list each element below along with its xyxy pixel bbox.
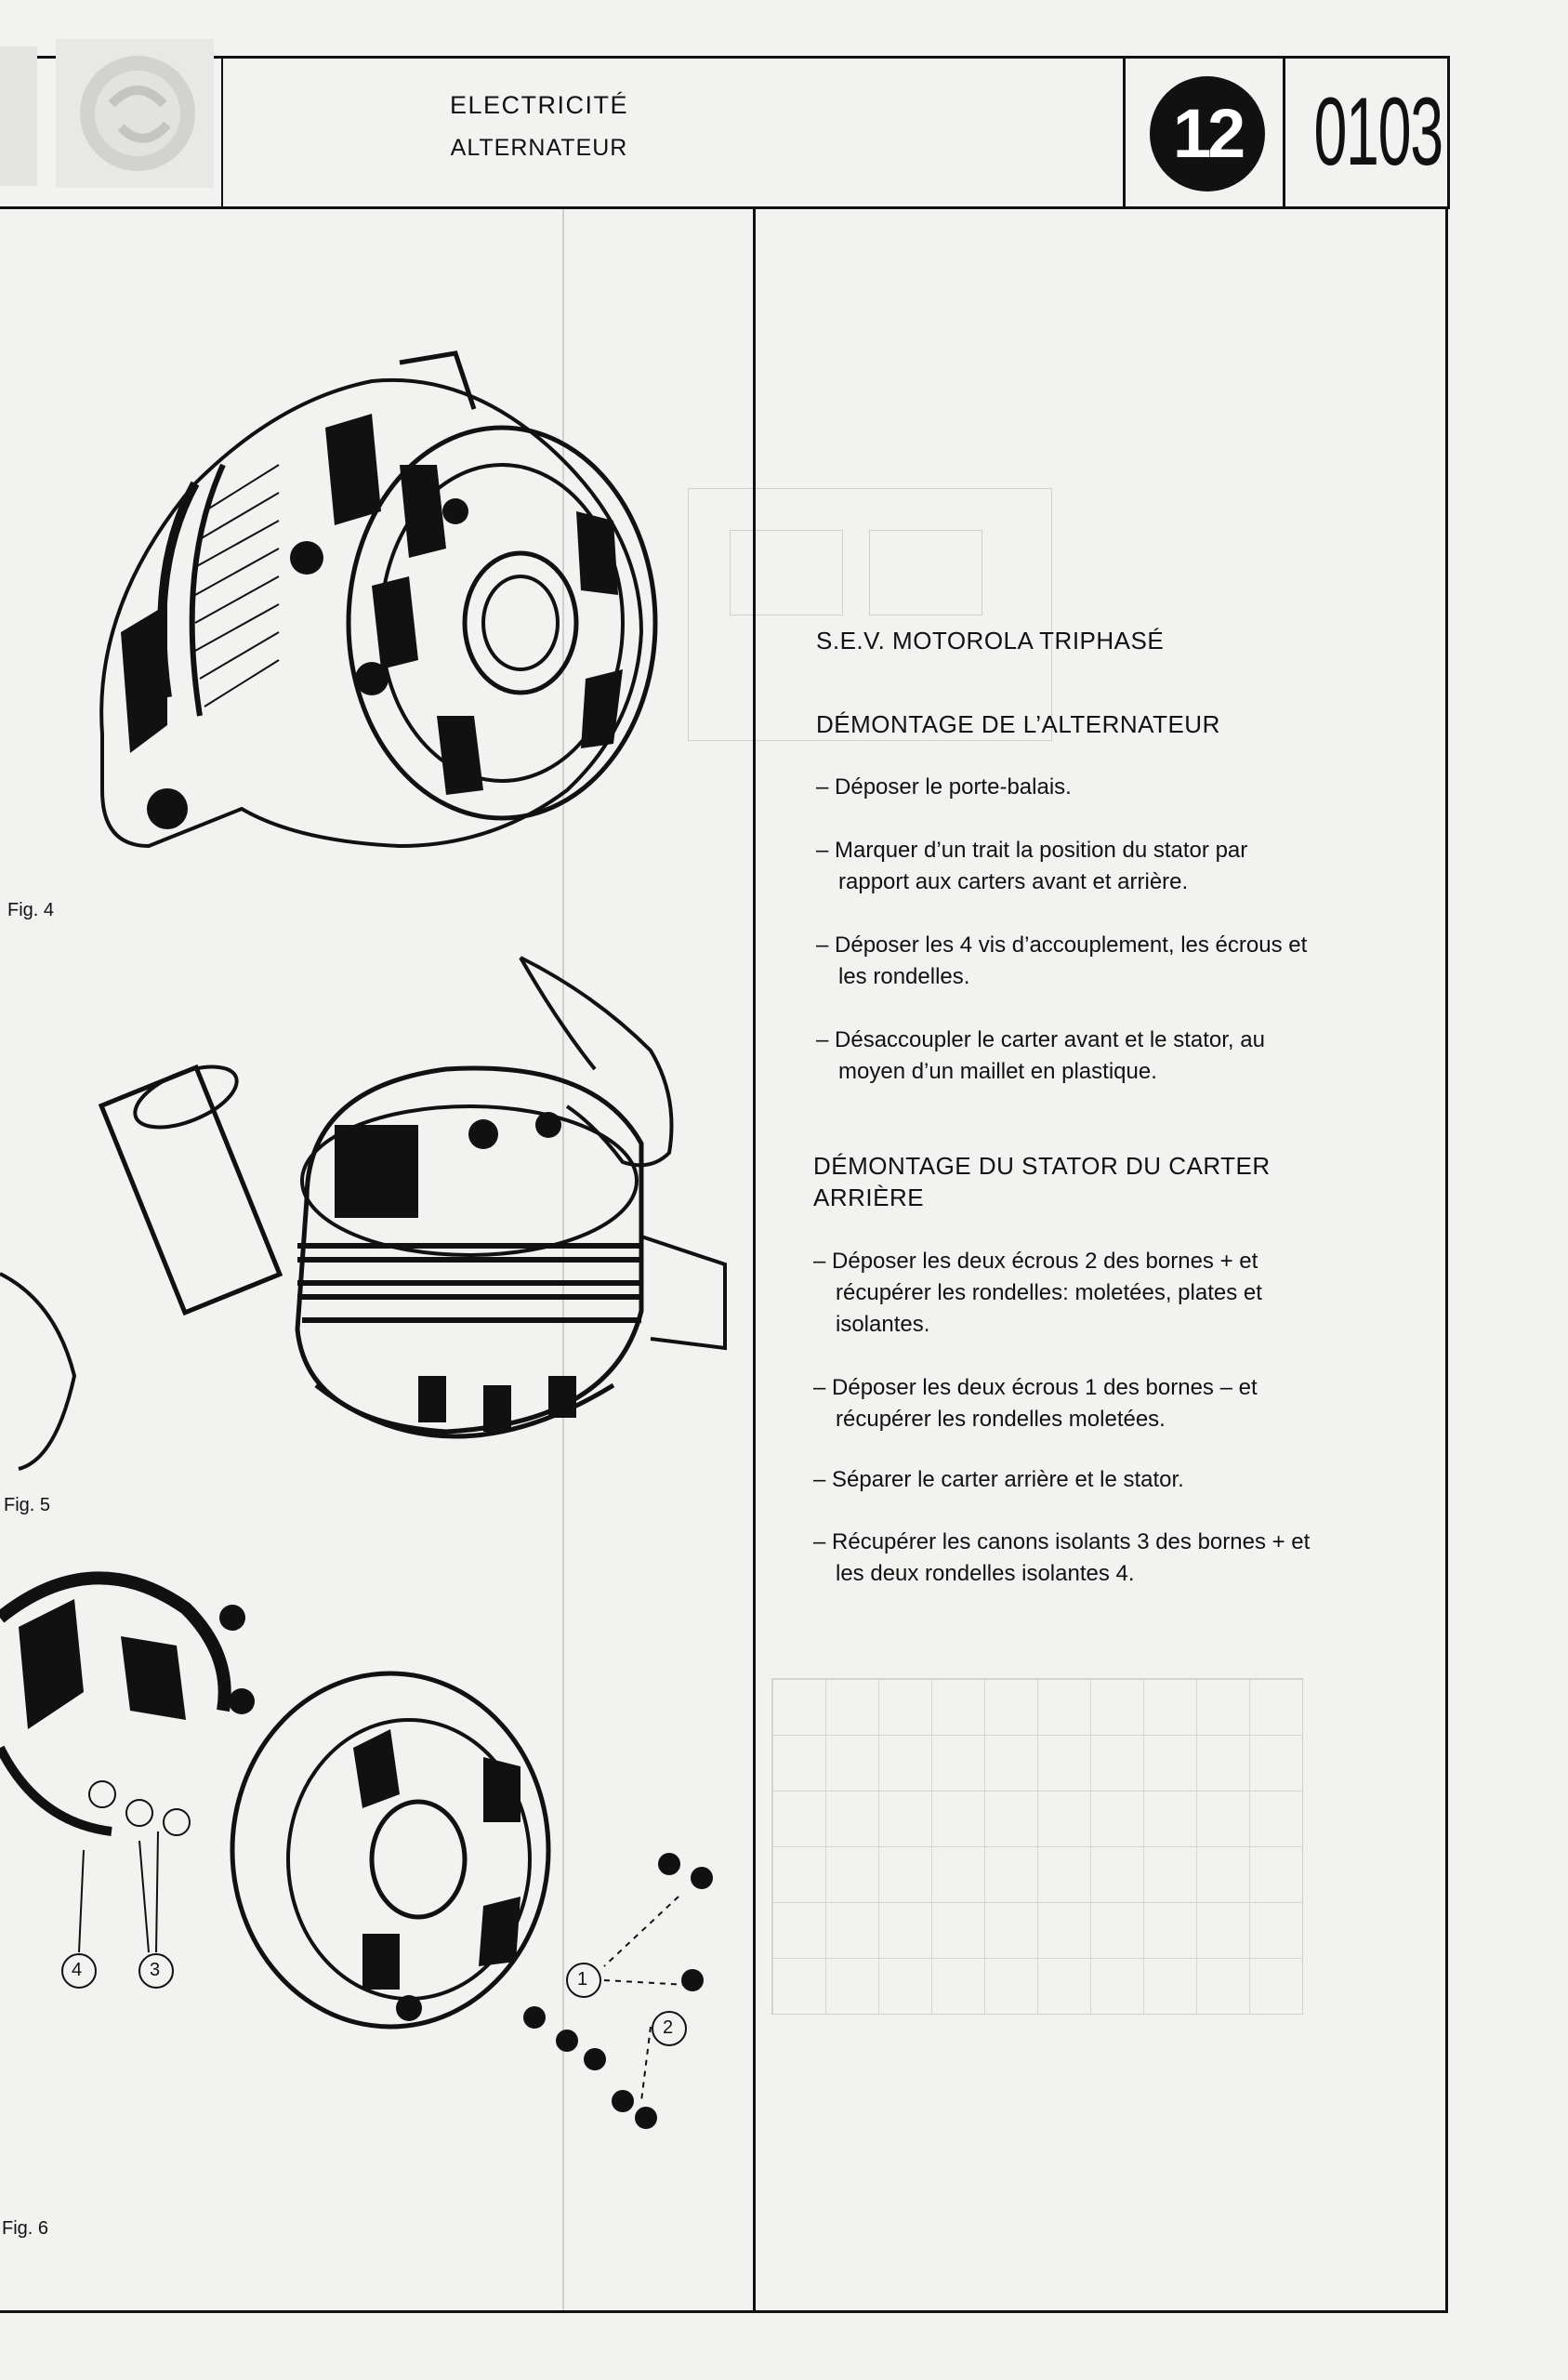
show-through-grid bbox=[771, 1678, 1303, 2015]
callout-2: 2 bbox=[663, 2017, 674, 2038]
logo-edge bbox=[0, 46, 37, 186]
code-divider bbox=[1283, 56, 1285, 209]
callout-1: 1 bbox=[577, 1969, 588, 1990]
section-2-heading: DÉMONTAGE DU STATOR DU CARTER bbox=[813, 1152, 1271, 1180]
figure-4-label: Fig. 4 bbox=[7, 900, 55, 920]
step-remove-nuts-2: – Déposer les deux écrous 2 des bornes + et bbox=[813, 1249, 1258, 1274]
figure-5-label: Fig. 5 bbox=[4, 1495, 51, 1515]
callout-3: 3 bbox=[150, 1960, 161, 1980]
step-remove-nuts-2-cont: récupérer les rondelles: moletées, plates et bbox=[836, 1280, 1262, 1305]
page-code: 0103 bbox=[1313, 78, 1443, 186]
step-recover-bushings-cont: les deux rondelles isolantes 4. bbox=[836, 1561, 1135, 1586]
section-2-heading-cont: ARRIÈRE bbox=[813, 1183, 925, 1211]
chapter-badge: 12 bbox=[1150, 76, 1265, 192]
section-title: ELECTRICITÉ bbox=[449, 91, 629, 119]
frame-bottom-rule bbox=[0, 2310, 1448, 2313]
section-1-heading: DÉMONTAGE DE L’ALTERNATEUR bbox=[816, 710, 1220, 738]
header-right-rule bbox=[1447, 56, 1450, 209]
alternator-disassembly-illustration bbox=[0, 939, 744, 1478]
step-mark-stator-cont: rapport aux carters avant et arrière. bbox=[838, 869, 1189, 894]
header-top-rule bbox=[0, 56, 1450, 59]
frame-right-rule bbox=[1445, 206, 1448, 2312]
step-remove-nuts-1-cont: récupérer les rondelles moletées. bbox=[836, 1407, 1166, 1432]
show-through-box bbox=[869, 530, 982, 615]
header-bottom-rule bbox=[0, 206, 1450, 209]
section-subtitle: ALTERNATEUR bbox=[450, 135, 628, 161]
step-recover-bushings: – Récupérer les canons isolants 3 des bornes + et bbox=[813, 1529, 1311, 1554]
badge-divider bbox=[1123, 56, 1126, 209]
step-mark-stator: – Marquer d’un trait la position du stator par bbox=[816, 838, 1248, 863]
logo-divider bbox=[221, 56, 223, 209]
step-remove-nuts-1: – Déposer les deux écrous 1 des bornes – et bbox=[813, 1375, 1258, 1400]
step-separate-front: – Désaccoupler le carter avant et le stator, au bbox=[816, 1027, 1265, 1052]
callout-4: 4 bbox=[72, 1960, 83, 1980]
model-heading: S.E.V. MOTOROLA TRIPHASÉ bbox=[816, 627, 1165, 654]
step-separate-rear: – Séparer le carter arrière et le stator. bbox=[813, 1467, 1184, 1492]
column-divider bbox=[753, 206, 756, 2312]
step-remove-screws: – Déposer les 4 vis d’accouplement, les écrous et bbox=[816, 932, 1308, 958]
step-remove-nuts-2-cont2: isolantes. bbox=[836, 1312, 930, 1337]
show-through-box bbox=[730, 530, 843, 615]
step-remove-brush-holder: – Déposer le porte-balais. bbox=[816, 774, 1072, 800]
alternator-exploded-illustration bbox=[0, 1543, 734, 2213]
logo-seal-icon bbox=[56, 39, 214, 188]
figure-6-label: Fig. 6 bbox=[2, 2218, 49, 2239]
step-remove-screws-cont: les rondelles. bbox=[838, 964, 970, 989]
alternator-assembled-illustration bbox=[65, 325, 679, 902]
step-separate-front-cont: moyen d’un maillet en plastique. bbox=[838, 1059, 1157, 1084]
